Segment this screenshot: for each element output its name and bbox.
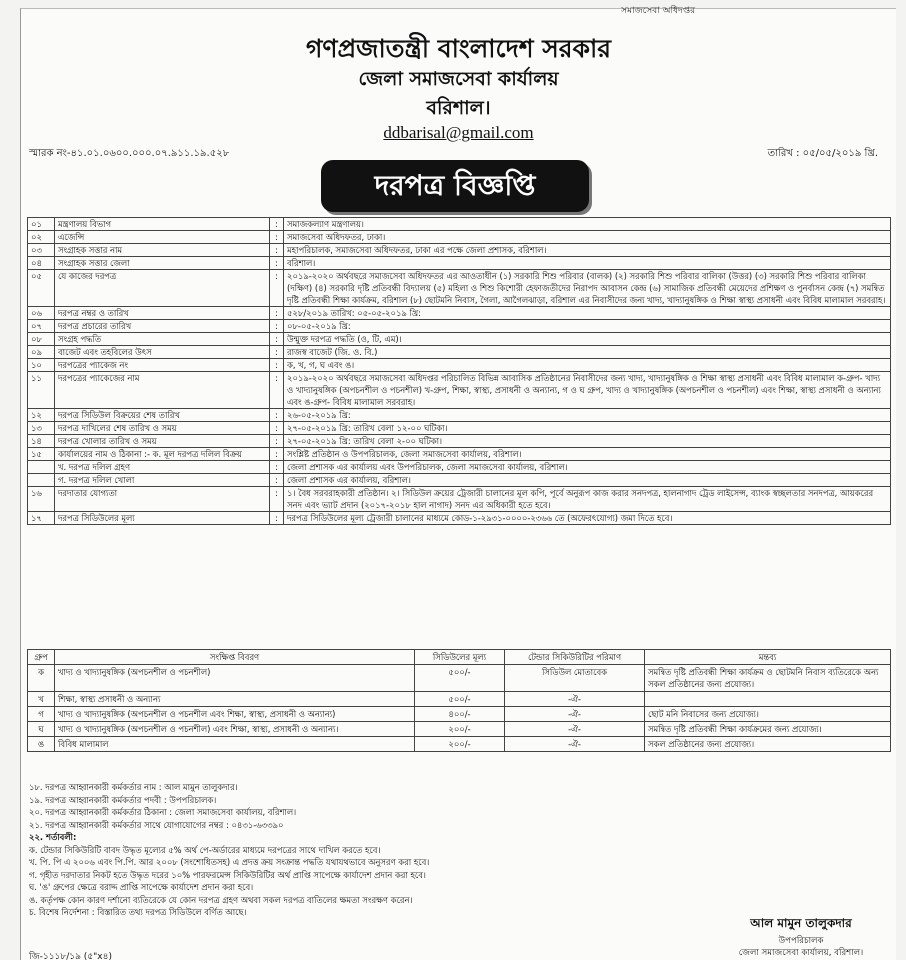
info-row-label: কার্যালয়ের নাম ও ঠিকানা :- ক. মূল দরপত্র দলিল বিক্রয় xyxy=(55,448,270,461)
tender-info-table xyxy=(27,217,891,525)
group-header-remark: মন্তব্য xyxy=(645,650,891,665)
info-row-colon: : xyxy=(270,231,284,244)
group-security: -ঐ- xyxy=(505,737,645,752)
info-row-number: ১৩ xyxy=(28,422,55,435)
info-row-label: দরপত্র সিডিউলের মূল্য xyxy=(55,512,270,525)
info-row-value: ২৬-০৫-২০১৯ খ্রি: xyxy=(284,409,891,422)
info-row xyxy=(28,218,891,231)
info-row-number: ০৮ xyxy=(28,333,55,346)
group-header-security: টেন্ডার সিকিউরিটির পরিমাণ xyxy=(505,650,645,665)
signatory-name: আল মামুন তালুকদার xyxy=(750,916,852,930)
info-row-number: ১২ xyxy=(28,409,55,422)
info-row-value: রাজস্ব বাজেট (জি. ও. বি.) xyxy=(284,346,891,359)
info-row-colon: : xyxy=(270,448,284,461)
info-row-label: সংগ্রাহক সত্তার নাম xyxy=(55,244,270,257)
condition-line: ক. টেন্ডার সিকিউরিটি বাবদ উদ্ধৃত মূল্যের ৫% অর্থ পে-অর্ডারের মাধ্যমে দরপত্রের সাথে দাখিল করতে হবে। xyxy=(29,844,381,855)
notes-section xyxy=(29,781,429,919)
tender-notice-sheet xyxy=(20,8,896,960)
group-row xyxy=(28,665,891,692)
top-strip-text: সমাজসেবা অধিদপ্তর xyxy=(621,6,696,16)
info-row-value: ১। বৈধ সরবরাহকারী প্রতিষ্ঠান। ২। সিডিউল ক্রয়ের ট্রেজারী চালানের মূল কপি, পূর্বে অনুরূপ কাজ করার সনদপত্র, হালনাগাদ ট্রেড লাইসেন্স, ব্যাংক স্বচ্ছলতার সনদপত্র, আয়করের সনদ এবং ভ্যাট প্রদান (২০১৭-২০১৮ হাল নাগাদ) সনদ এর অধিকারী হতে হবে। xyxy=(284,487,891,512)
conditions-title: ২২. শর্তাবলী: xyxy=(29,832,77,842)
info-row xyxy=(28,307,891,320)
info-row xyxy=(28,461,891,474)
info-row-label: বাজেট এবং তহবিলের উৎস xyxy=(55,346,270,359)
group-row xyxy=(28,707,891,722)
info-row-label: যে কাজের দরপত্র xyxy=(55,270,270,307)
info-row-number: ১৪ xyxy=(28,435,55,448)
info-row-label: খ. দরপত্র দলিল গ্রহণ xyxy=(55,461,270,474)
group-remark: সকল প্রতিষ্ঠানের জন্য প্রযোজ্য। xyxy=(645,737,891,752)
info-row-colon: : xyxy=(270,474,284,487)
group-description: বিবিধ মালামাল xyxy=(55,737,415,752)
group-code: গ xyxy=(28,707,55,722)
info-row-colon: : xyxy=(270,270,284,307)
group-header-code: গ্রুপ xyxy=(28,650,55,665)
group-header-price: সিডিউলের মূল্য xyxy=(415,650,505,665)
condition-line: গ. গৃহীত দরদাতার নিকট হতে উদ্ধৃত দরের ১০% পারফরমেন্স সিকিউরিটির অর্থ প্রাপ্তি সাপেক্ষে কার্যাদেশ প্রদান করা হবে। xyxy=(29,869,426,880)
info-row xyxy=(28,487,891,512)
info-row-colon: : xyxy=(270,512,284,525)
info-row-label: সংগ্রহ পদ্ধতি xyxy=(55,333,270,346)
info-row xyxy=(28,270,891,307)
info-row-value: সমাজসেবা অধিদফতর, ঢাকা। xyxy=(284,231,891,244)
info-row-value: জেলা প্রশাসক এর কার্যালয়, বরিশাল। xyxy=(284,474,891,487)
group-remark: ছোট মনি নিবাসের জন্য প্রযোজ্য। xyxy=(645,707,891,722)
info-row xyxy=(28,359,891,372)
info-row-number: ০৩ xyxy=(28,244,55,257)
info-row-number: ০৭ xyxy=(28,320,55,333)
info-row-number: ১০ xyxy=(28,359,55,372)
info-row-colon: : xyxy=(270,320,284,333)
office-city: বরিশাল। xyxy=(426,97,491,119)
condition-line: ঙ. কর্তৃপক্ষ কোন কারণ দর্শানো ব্যতিরেকে যে কোন দরপত্র গ্রহণ অথবা সকল দরপত্র বাতিলের ক্ষমতা সংরক্ষণ করেন। xyxy=(29,894,413,905)
info-row xyxy=(28,474,891,487)
group-security: -ঐ- xyxy=(505,707,645,722)
info-row-label: দরপত্রের প্যাকেজের নাম xyxy=(55,372,270,409)
group-remark: সমন্বিত দৃষ্টি প্রতিবন্ধী শিক্ষা কার্যক্রম ও ছোটমনি নিবাস ব্যতিরেকে অন্য সকল প্রতিষ্ঠানের জন্য প্রযোজ্য। xyxy=(645,665,891,692)
group-code: ঘ xyxy=(28,722,55,737)
group-security: -ঐ- xyxy=(505,722,645,737)
info-row xyxy=(28,409,891,422)
info-row-number: ০৪ xyxy=(28,257,55,270)
info-row-number xyxy=(28,474,55,487)
office-title: জেলা সমাজসেবা কার্যালয় xyxy=(358,68,559,90)
info-row-colon: : xyxy=(270,409,284,422)
info-row-value: ০৮-০৫-২০১৯ খ্রি: xyxy=(284,320,891,333)
info-row-value: ২৭-০৫-২০১৯ খ্রি: তারিখ বেলা ১২-০০ ঘটিকা। xyxy=(284,422,891,435)
group-remark: সমন্বিত দৃষ্টি প্রতিবন্ধী শিক্ষা কার্যক্রমের জন্য প্রযোজ্য। xyxy=(645,722,891,737)
group-schedule-price: ৫০০/- xyxy=(415,665,505,692)
notice-banner: দরপত্র বিজ্ঞপ্তি xyxy=(321,160,589,212)
info-row-colon: : xyxy=(270,359,284,372)
info-row-colon: : xyxy=(270,307,284,320)
info-row-value: মহাপরিচালক, সমাজসেবা অধিদফতর, ঢাকা এর পক্ষে জেলা প্রশাসক, বরিশাল। xyxy=(284,244,891,257)
info-row-value: উন্মুক্ত দরপত্র পদ্ধতি (ও, টি, এম)। xyxy=(284,333,891,346)
info-row-label: সংগ্রাহক সত্তার জেলা xyxy=(55,257,270,270)
memo-number: স্মারক নং-৪১.০১.০৬০০.০০০.০৭.৯১১.১৯.৫২৮ xyxy=(29,148,230,159)
info-row-value: সংশ্লিষ্ট প্রতিষ্ঠান ও উপপরিচালক, জেলা সমাজসেবা কার্যালয়, বরিশাল। xyxy=(284,448,891,461)
group-security: সিডিউল মোতাবেক xyxy=(505,665,645,692)
info-row-colon: : xyxy=(270,422,284,435)
info-row-number: ১৭ xyxy=(28,512,55,525)
info-row-label: দরপত্র দাখিলের শেষ তারিখ ও সময় xyxy=(55,422,270,435)
group-security: -ঐ- xyxy=(505,692,645,707)
info-row-label: দরপত্র সিডিউল বিক্রয়ের শেষ তারিখ xyxy=(55,409,270,422)
info-row-label: দরপত্র প্রচারের তারিখ xyxy=(55,320,270,333)
group-remark xyxy=(645,692,891,707)
note-line: ২০. দরপত্র আহ্বানকারী কর্মকর্তার ঠিকানা : জেলা সমাজসেবা কার্যালয়, বরিশাল। xyxy=(29,807,297,817)
info-row xyxy=(28,244,891,257)
info-row-label: দরপত্র নম্বর ও তারিখ xyxy=(55,307,270,320)
signature-block xyxy=(711,915,891,959)
info-row-number: ০৯ xyxy=(28,346,55,359)
signatory-title: উপপরিচালক xyxy=(778,936,824,946)
info-row xyxy=(28,333,891,346)
info-row-colon: : xyxy=(270,333,284,346)
condition-line: ঘ. 'ঙ' গ্রুপের ক্ষেত্রে বরাদ্দ প্রাপ্তি সাপেক্ষে কার্যাদেশ প্রদান করা হবে। xyxy=(29,882,254,892)
footer-code: জি-১১১৮/১৯ (৫"x৪) xyxy=(29,952,112,960)
govt-title: গণপ্রজাতন্ত্রী বাংলাদেশ সরকার xyxy=(306,34,611,63)
info-row-label: এজেন্সি xyxy=(55,231,270,244)
note-line: ১৮. দরপত্র আহ্বানকারী কর্মকর্তার নাম : আল মামুন তালুকদার। xyxy=(29,782,238,792)
info-row-number: ০১ xyxy=(28,218,55,231)
group-description: শিক্ষা, স্বাস্থ্য প্রসাধনী ও অন্যান্য xyxy=(55,692,415,707)
group-schedule-price: ৫০০/- xyxy=(415,692,505,707)
info-row-value: বরিশাল। xyxy=(284,257,891,270)
note-line: ২১. দরপত্র আহ্বানকারী কর্মকর্তার সাথে যোগাযোগের নম্বর : ০৪৩১-৬৩৩৯০ xyxy=(29,819,284,830)
info-row-colon: : xyxy=(270,257,284,270)
group-description: খাদ্য ও খাদ্যানুষঙ্গিক (অপচনশীল ও পচনশীল এবং শিক্ষা, স্বাস্থ্য, প্রসাধনী ও অন্যান্য) xyxy=(55,707,415,722)
group-row xyxy=(28,722,891,737)
info-row-number: ১৬ xyxy=(28,487,55,512)
info-row-number: ০৬ xyxy=(28,307,55,320)
info-row xyxy=(28,231,891,244)
info-row-label: দরপত্র খোলার তারিখ ও সময় xyxy=(55,435,270,448)
condition-line: খ. পি. পি এ ২০০৬ এবং পি.পি. আর ২০০৮ (সংশোধিতসহ) এ প্রদত্ত ক্রয় সংক্রান্ত পদ্ধতি যথাযথভাবে অনুসরণ করা হবে। xyxy=(29,857,430,867)
info-row-label: দরদাতার যোগ্যতা xyxy=(55,487,270,512)
info-row-colon: : xyxy=(270,244,284,257)
info-row-colon: : xyxy=(270,218,284,231)
group-row xyxy=(28,692,891,707)
info-row-colon: : xyxy=(270,487,284,512)
group-description: খাদ্য ও খাদ্যানুষঙ্গিক (অপচনশীল ও পচনশীল) xyxy=(55,665,415,692)
tender-group-table xyxy=(27,649,891,752)
office-email: ddbarisal@gmail.com xyxy=(383,123,534,142)
info-row-value: ৫২৮/২০১৯ তারিখ: ০৫-০৫-২০১৯ খ্রি: xyxy=(284,307,891,320)
info-row xyxy=(28,448,891,461)
info-row-colon: : xyxy=(270,372,284,409)
info-row-number: ০৫ xyxy=(28,270,55,307)
info-row-colon: : xyxy=(270,346,284,359)
info-row-number: ১৫ xyxy=(28,448,55,461)
info-row-value: ২০১৯-২০২০ অর্থবছরে সমাজসেবা অধিদপ্তর পরিচালিত বিভিন্ন আবাসিক প্রতিষ্ঠানের নিবাসীদের জন্য খাদ্য, খাদ্যানুষঙ্গিক ও শিক্ষা স্বাস্থ্য প্রসাধনী এবং বিবিধ মালামাল ক-গ্রুপ- খাদ্য ও খাদ্যানুষঙ্গিক (অপচনশীল ও পচনশীল) খ-গ্রুপ, শিক্ষা, স্বাস্থ্য, প্রসাধনী ও অন্যান্য, গ ও ঘ গ্রুপ, খাদ্য ও খাদ্যানুষঙ্গিক (অপচনশীল ও পচনশীল) এবং শিক্ষা, স্বাস্থ্য প্রসাধনী ও অন্যান্য এবং ঙ-গ্রুপ- বিবিধ মালামাল সরবরাহ। xyxy=(284,372,891,409)
info-row-label: দরপত্রের প্যাকেজ নং xyxy=(55,359,270,372)
info-row-number xyxy=(28,461,55,474)
info-row xyxy=(28,435,891,448)
info-row xyxy=(28,372,891,409)
info-row-value: দরপত্র সিডিউলের মূল্য ট্রেজারী চালানের মাধ্যমে কোড-১-২৯৩১-০০০০-২৩৬৬ তে (অফেরৎযোগ্য) জমা দিতে হবে। xyxy=(284,512,891,525)
group-code: খ xyxy=(28,692,55,707)
group-row xyxy=(28,737,891,752)
condition-line: চ. বিশেষ নির্দেশনা : বিস্তারিত তথ্য দরপত্র সিডিউলে বর্ণিত আছে। xyxy=(29,907,247,917)
note-line: ১৯. দরপত্র আহ্বানকারী কর্মকর্তার পদবী : উপপরিচালক। xyxy=(29,794,217,805)
info-row xyxy=(28,320,891,333)
group-header-desc: সংক্ষিপ্ত বিবরণ xyxy=(55,650,415,665)
info-row-label: গ. দরপত্র দলিল খোলা xyxy=(55,474,270,487)
group-schedule-price: ৪০০/- xyxy=(415,707,505,722)
notice-date: তারিখ : ০৫/০৫/২০১৯ খ্রি. xyxy=(767,148,878,159)
info-row xyxy=(28,346,891,359)
signatory-office: জেলা সমাজসেবা কার্যালয়, বরিশাল। xyxy=(738,948,864,958)
group-code: ঙ xyxy=(28,737,55,752)
info-row-value: ২৭-০৫-২০১৯ খ্রি: তারিখ বেলা ২-০০ ঘটিকা। xyxy=(284,435,891,448)
group-schedule-price: ২০০/- xyxy=(415,722,505,737)
info-row-number: ১১ xyxy=(28,372,55,409)
info-row xyxy=(28,512,891,525)
info-row-value: জেলা প্রশাসক এর কার্যালয় এবং উপপরিচালক, জেলা সমাজসেবা কার্যালয়, বরিশাল। xyxy=(284,461,891,474)
info-row-value: সমাজকল্যাণ মন্ত্রণালয়। xyxy=(284,218,891,231)
info-row-label: মন্ত্রণালয় বিভাগ xyxy=(55,218,270,231)
info-row-value: ক, খ, গ, ঘ এবং ঙ। xyxy=(284,359,891,372)
info-row-number: ০২ xyxy=(28,231,55,244)
group-code: ক xyxy=(28,665,55,692)
info-row-colon: : xyxy=(270,461,284,474)
info-row-value: ২০১৯-২০২০ অর্থবছরে সমাজসেবা অধিদফতর এর আওতাধীন (১) সরকারি শিশু পরিবার (বালক) (২) সরকারি শিশু পরিবার বালিকা (উত্তর) (৩) সরকারি শিশু পরিবার বালিকা (দক্ষিণ) (৪) সরকারি দৃষ্টি প্রতিবন্ধী বিদ্যালয় (৫) মহিলা ও শিশু কিশোরী হেফাজতীদের নিরাপদ আবাসন কেন্দ্র (৬) সামাজিক প্রতিবন্ধী মেয়েদের প্রশিক্ষণ ও পুনর্বাসন কেন্দ্র (৭) সমন্বিত দৃষ্টি প্রতিবন্ধী শিক্ষা কার্যক্রম, বরিশাল (৮) ছোটমনি নিবাস, গৈলা, আগৈলঝাড়া, বরিশাল এর নিবাসীদের জন্য খাদ্য, খাদ্যানুষঙ্গিক ও শিক্ষা স্বাস্থ্য প্রসাধনী এবং বিবিধ মালামাল সরবরাহ। xyxy=(284,270,891,307)
group-schedule-price: ২০০/- xyxy=(415,737,505,752)
info-row xyxy=(28,422,891,435)
group-description: খাদ্য ও খাদ্যানুষঙ্গিক (অপচনশীল ও পচনশীল) এবং শিক্ষা, স্বাস্থ্য, প্রসাধনী ও অন্যান্য। xyxy=(55,722,415,737)
info-row-colon: : xyxy=(270,435,284,448)
info-row xyxy=(28,257,891,270)
